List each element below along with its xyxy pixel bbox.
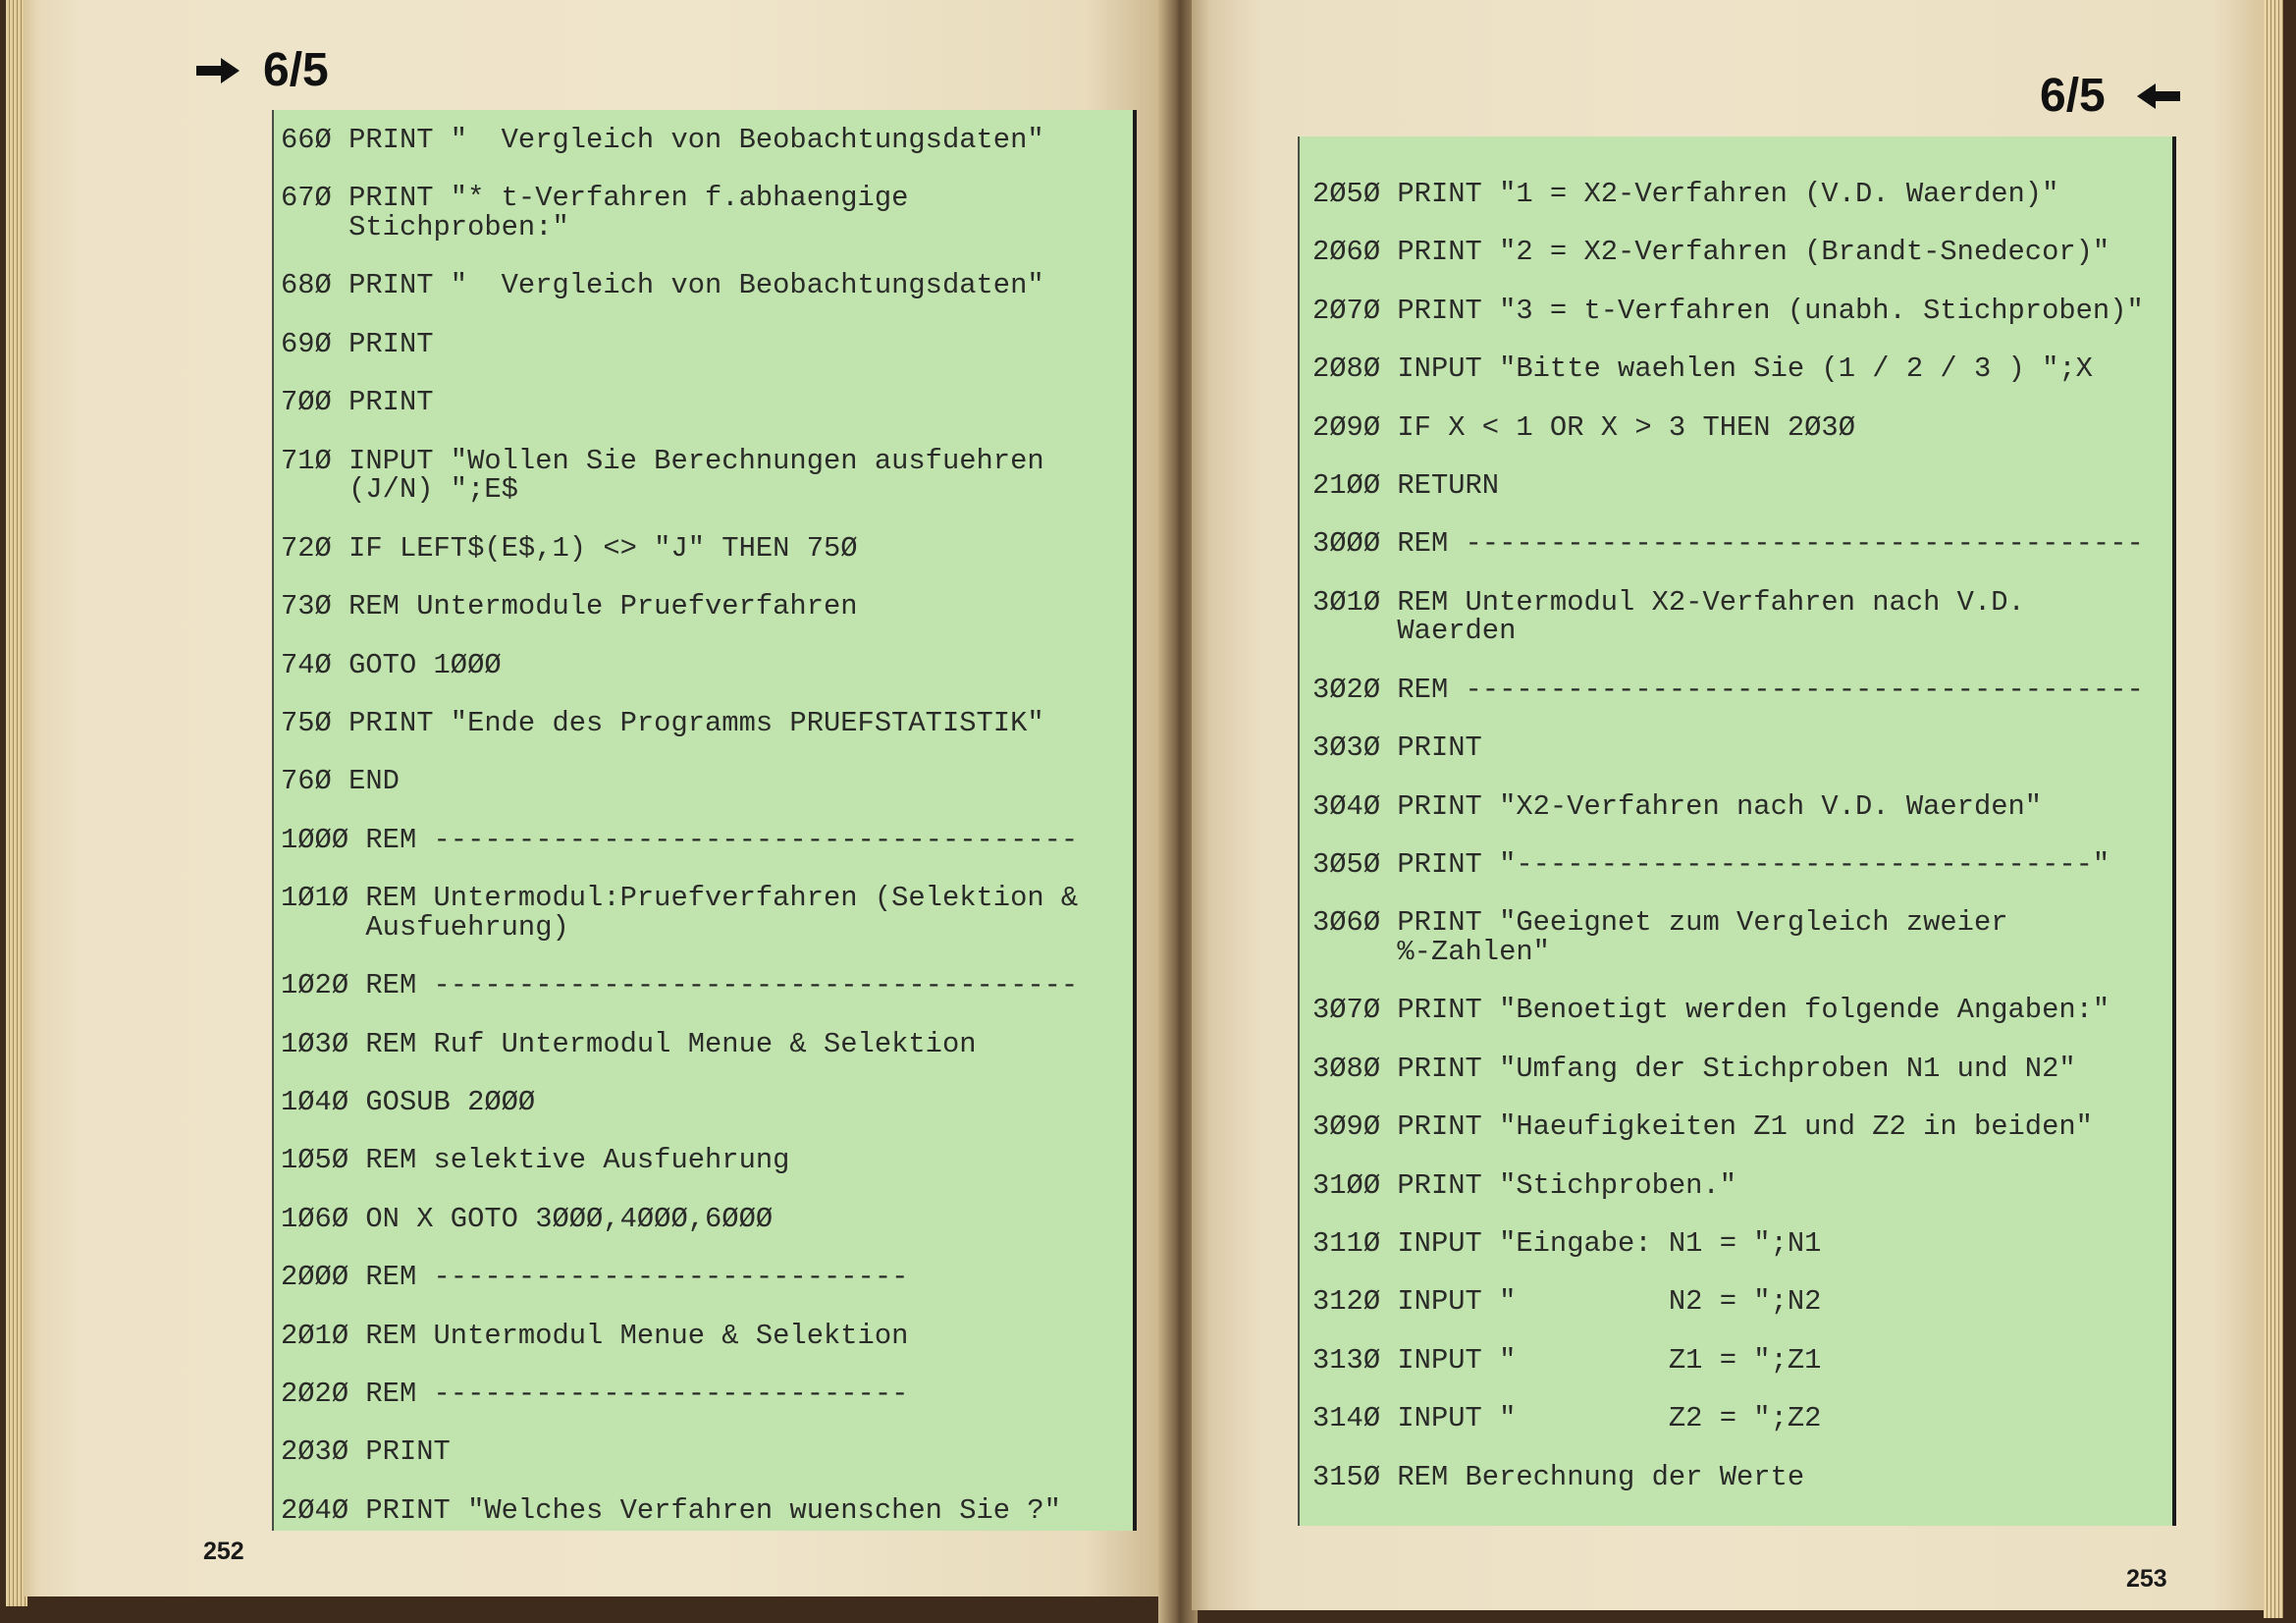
statement xyxy=(348,184,908,242)
statement-text: REM Untermodul X2-Verfahren nach V.D. xyxy=(1397,585,2025,619)
statement xyxy=(348,271,1044,300)
statement xyxy=(1397,996,2109,1025)
listing-line xyxy=(281,184,1078,242)
statement xyxy=(365,1319,909,1352)
listing-line xyxy=(281,592,1078,622)
line-number: 1Ø4Ø xyxy=(281,1085,349,1118)
statement xyxy=(1397,1229,1821,1259)
statement-text: GOSUB 2ØØØ xyxy=(365,1085,536,1118)
listing-line xyxy=(1312,789,2144,823)
listing-line xyxy=(281,1027,1078,1060)
statement-text: PRINT xyxy=(348,386,434,419)
line-number: 7ØØ xyxy=(281,386,332,419)
statement xyxy=(1397,238,2109,267)
listing-line xyxy=(1312,906,2144,969)
statement xyxy=(1397,673,2144,706)
listing-line xyxy=(281,531,1078,565)
listing-line xyxy=(281,388,1078,417)
statement-text: PRINT xyxy=(348,327,434,360)
statement xyxy=(1397,585,2025,648)
line-number: 2Ø7Ø xyxy=(1312,294,1381,327)
program-listing xyxy=(281,126,1078,1525)
listing-line xyxy=(1312,850,2144,880)
statement-text: PRINT "----------------------------------" xyxy=(1397,848,2110,881)
listing-line xyxy=(281,767,1078,796)
line-number: 315Ø xyxy=(1312,1460,1381,1493)
line-number: 1ØØØ xyxy=(281,823,349,856)
line-number: 69Ø xyxy=(281,327,332,360)
statement xyxy=(1397,789,2043,823)
listing-line xyxy=(281,126,1078,155)
line-number: 3Ø1Ø xyxy=(1312,585,1381,619)
statement-text: ON X GOTO 3ØØØ,4ØØØ,6ØØØ xyxy=(365,1202,774,1235)
line-number: 313Ø xyxy=(1312,1343,1381,1377)
statement xyxy=(365,1437,450,1467)
statement xyxy=(365,884,1078,942)
line-number: 2ØØØ xyxy=(281,1261,349,1294)
statement-text: PRINT "1 = X2-Verfahren (V.D. Waerden)" xyxy=(1397,178,2059,210)
statement xyxy=(365,1263,908,1292)
line-number: 1Ø5Ø xyxy=(281,1144,349,1177)
statement xyxy=(365,1146,789,1175)
line-number: 1Ø3Ø xyxy=(281,1027,349,1060)
statement xyxy=(1397,180,2058,209)
statement xyxy=(1397,468,1500,502)
statement-text: PRINT xyxy=(365,1435,451,1469)
statement-text: (J/N) ";E$ xyxy=(348,473,518,507)
statement xyxy=(1397,1112,2093,1142)
statement xyxy=(1397,906,2008,969)
statement xyxy=(365,823,1079,856)
listing-line xyxy=(281,1202,1078,1235)
line-number: 3Ø3Ø xyxy=(1312,731,1381,765)
arrow-left-icon xyxy=(2135,81,2182,112)
listing-line xyxy=(1312,1404,2144,1434)
listing-line xyxy=(1312,180,2144,209)
statement-text: PRINT "Ende des Programms PRUEFSTATISTIK" xyxy=(348,706,1044,739)
statement xyxy=(348,706,1044,739)
statement-text: END xyxy=(348,765,400,798)
program-listing xyxy=(1312,180,2144,1491)
line-number: 72Ø xyxy=(281,531,332,565)
statement xyxy=(1397,1052,2076,1085)
statement xyxy=(365,971,1078,1001)
statement xyxy=(1397,294,2144,327)
statement-text: INPUT "Eingabe: N1 = ";N1 xyxy=(1397,1227,1822,1261)
statement-text: REM selektive Ausfuehrung xyxy=(365,1144,790,1177)
statement-text: REM -------------------------------------- xyxy=(365,969,1079,1002)
statement-text: RETURN xyxy=(1397,468,1500,502)
line-number: 74Ø xyxy=(281,648,332,681)
listing-line xyxy=(1312,410,2144,444)
listing-line xyxy=(281,327,1078,360)
statement xyxy=(348,388,433,417)
statement-text: PRINT "Umfang der Stichproben N1 und N2" xyxy=(1397,1052,2076,1085)
statement-text: INPUT " Z1 = ";Z1 xyxy=(1397,1343,1822,1377)
statement xyxy=(348,767,400,796)
statement-text: Waerden xyxy=(1397,615,1517,648)
listing-line xyxy=(1312,1168,2144,1202)
listing-line xyxy=(1312,1112,2144,1142)
listing-line xyxy=(281,706,1078,739)
statement xyxy=(365,1027,977,1060)
statement-text: INPUT " N2 = ";N2 xyxy=(1397,1285,1822,1319)
listing-line xyxy=(281,1377,1078,1410)
listing-line xyxy=(1312,1052,2144,1085)
statement-text: INPUT "Wollen Sie Berechnungen ausfuehren xyxy=(348,444,1044,477)
statement xyxy=(1397,410,1855,444)
line-number: 2Ø3Ø xyxy=(281,1435,349,1469)
line-number: 3Ø6Ø xyxy=(1312,906,1381,940)
listing-line xyxy=(281,1146,1078,1175)
listing-line xyxy=(281,1437,1078,1467)
line-number: 2Ø1Ø xyxy=(281,1319,349,1352)
statement-text: PRINT "2 = X2-Verfahren (Brandt-Snedecor)" xyxy=(1397,236,2110,269)
statement-text: PRINT xyxy=(1397,731,1482,765)
statement xyxy=(1397,354,2093,384)
listing-line xyxy=(281,884,1078,942)
statement xyxy=(348,327,434,360)
statement xyxy=(1397,1168,1737,1202)
listing-line xyxy=(1312,354,2144,384)
statement-text: REM ---------------------------------------- xyxy=(1397,673,2144,706)
section-label: 6/5 xyxy=(263,44,329,96)
statement-text: PRINT "Geeignet zum Vergleich zweier xyxy=(1397,906,2008,940)
statement-text: PRINT "* t-Verfahren f.abhaengige xyxy=(348,182,909,215)
line-number: 1Ø2Ø xyxy=(281,969,349,1002)
statement-text: REM Berechnung der Werte xyxy=(1397,1460,1805,1493)
line-number: 3Ø5Ø xyxy=(1312,848,1381,881)
statement-text: PRINT "Stichproben." xyxy=(1397,1168,1737,1202)
line-number: 31ØØ xyxy=(1312,1168,1381,1202)
statement xyxy=(1397,1343,1822,1377)
statement xyxy=(1397,1404,1821,1434)
line-number: 71Ø xyxy=(281,444,332,477)
listing-line xyxy=(281,1263,1078,1292)
statement xyxy=(348,126,1044,155)
statement-text: REM ---------------------------------------- xyxy=(1397,527,2144,561)
statement-text: REM Untermodul Menue & Selektion xyxy=(365,1319,909,1352)
listing-line xyxy=(281,1085,1078,1118)
arrow-right-icon xyxy=(194,55,241,86)
line-number: 1Ø1Ø xyxy=(281,882,349,915)
line-number: 3Ø7Ø xyxy=(1312,994,1381,1027)
listing-line xyxy=(1312,996,2144,1025)
listing-line xyxy=(281,1493,1078,1527)
statement-text: PRINT "X2-Verfahren nach V.D. Waerden" xyxy=(1397,789,2043,823)
listing-line xyxy=(1312,673,2144,706)
listing-line xyxy=(1312,238,2144,267)
statement-text: PRINT "Haeufigkeiten Z1 und Z2 in beiden" xyxy=(1397,1110,2093,1144)
line-number: 2Ø8Ø xyxy=(1312,352,1381,386)
statement xyxy=(1397,1287,1821,1317)
page-number: 253 xyxy=(2126,1565,2167,1593)
line-number: 67Ø xyxy=(281,182,332,215)
line-number: 314Ø xyxy=(1312,1402,1381,1435)
statement xyxy=(1397,733,1481,763)
statement-text: REM -------------------------------------- xyxy=(365,823,1079,856)
statement-text: GOTO 1ØØØ xyxy=(348,648,502,681)
statement-text: IF X < 1 OR X > 3 THEN 2Ø3Ø xyxy=(1397,410,1855,444)
line-number: 21ØØ xyxy=(1312,468,1381,502)
statement-text: %-Zahlen" xyxy=(1397,936,1550,969)
line-number: 75Ø xyxy=(281,706,332,739)
left-page xyxy=(24,0,1162,1596)
statement-text: PRINT " Vergleich von Beobachtungsdaten" xyxy=(348,269,1044,302)
statement-text: REM ---------------------------- xyxy=(365,1261,909,1294)
line-number: 1Ø6Ø xyxy=(281,1202,349,1235)
statement xyxy=(1397,529,2143,559)
line-number: 3Ø4Ø xyxy=(1312,789,1381,823)
statement-text: PRINT "3 = t-Verfahren (unabh. Stichproben)" xyxy=(1397,294,2144,327)
listing-line xyxy=(281,648,1078,681)
listing-line xyxy=(1312,1460,2144,1493)
statement-text: PRINT "Welches Verfahren wuenschen Sie ?" xyxy=(365,1493,1061,1527)
statement xyxy=(1397,1460,1805,1493)
line-number: 66Ø xyxy=(281,124,332,156)
statement xyxy=(365,1377,909,1410)
line-number: 311Ø xyxy=(1312,1227,1381,1261)
statement-text: INPUT " Z2 = ";Z2 xyxy=(1397,1402,1822,1435)
statement xyxy=(365,1085,536,1118)
line-number: 3ØØØ xyxy=(1312,527,1381,561)
statement xyxy=(348,592,857,622)
statement-text: Ausfuehrung) xyxy=(365,910,569,944)
page-number: 252 xyxy=(203,1538,244,1565)
statement xyxy=(1397,850,2109,880)
statement-text: REM Untermodul:Pruefverfahren (Selektion & xyxy=(365,882,1079,915)
line-number: 68Ø xyxy=(281,269,332,302)
statement xyxy=(348,444,1044,507)
line-number: 73Ø xyxy=(281,590,332,623)
line-number: 3Ø8Ø xyxy=(1312,1052,1381,1085)
line-number: 2Ø9Ø xyxy=(1312,410,1381,444)
line-number: 2Ø5Ø xyxy=(1312,178,1381,210)
line-number: 2Ø2Ø xyxy=(281,1377,349,1410)
line-number: 76Ø xyxy=(281,765,332,798)
statement-text: INPUT "Bitte waehlen Sie (1 / 2 / 3 ) ";X xyxy=(1397,352,2093,386)
listing-line xyxy=(1312,294,2144,327)
statement xyxy=(365,1202,774,1235)
right-page xyxy=(1192,0,2266,1610)
statement-text: REM ---------------------------- xyxy=(365,1377,909,1410)
line-number: 3Ø2Ø xyxy=(1312,673,1381,706)
statement-text: PRINT " Vergleich von Beobachtungsdaten" xyxy=(348,124,1044,156)
listing-line xyxy=(281,971,1078,1001)
statement xyxy=(348,648,502,681)
statement-text: Stichproben:" xyxy=(348,211,569,244)
statement-text: IF LEFT$(E$,1) <> "J" THEN 75Ø xyxy=(348,531,858,565)
statement-text: REM Ruf Untermodul Menue & Selektion xyxy=(365,1027,977,1060)
section-label: 6/5 xyxy=(2040,70,2106,122)
line-number: 312Ø xyxy=(1312,1285,1381,1319)
listing-line xyxy=(1312,585,2144,648)
listing-line xyxy=(1312,733,2144,763)
line-number: 3Ø9Ø xyxy=(1312,1110,1381,1144)
line-number: 2Ø6Ø xyxy=(1312,236,1381,269)
listing-line xyxy=(1312,468,2144,502)
statement xyxy=(348,531,858,565)
statement xyxy=(365,1493,1061,1527)
listing-line xyxy=(281,823,1079,856)
line-number: 2Ø4Ø xyxy=(281,1493,349,1527)
listing-line xyxy=(281,1319,1078,1352)
listing-line xyxy=(1312,1343,2144,1377)
listing-line xyxy=(1312,1287,2144,1317)
statement-text: PRINT "Benoetigt werden folgende Angaben:" xyxy=(1397,994,2110,1027)
listing-line xyxy=(281,271,1078,300)
listing-line xyxy=(281,444,1078,507)
page-stack-edge-right xyxy=(2264,0,2283,1618)
listing-line xyxy=(1312,529,2144,559)
listing-line xyxy=(1312,1229,2144,1259)
statement-text: REM Untermodule Pruefverfahren xyxy=(348,590,858,623)
